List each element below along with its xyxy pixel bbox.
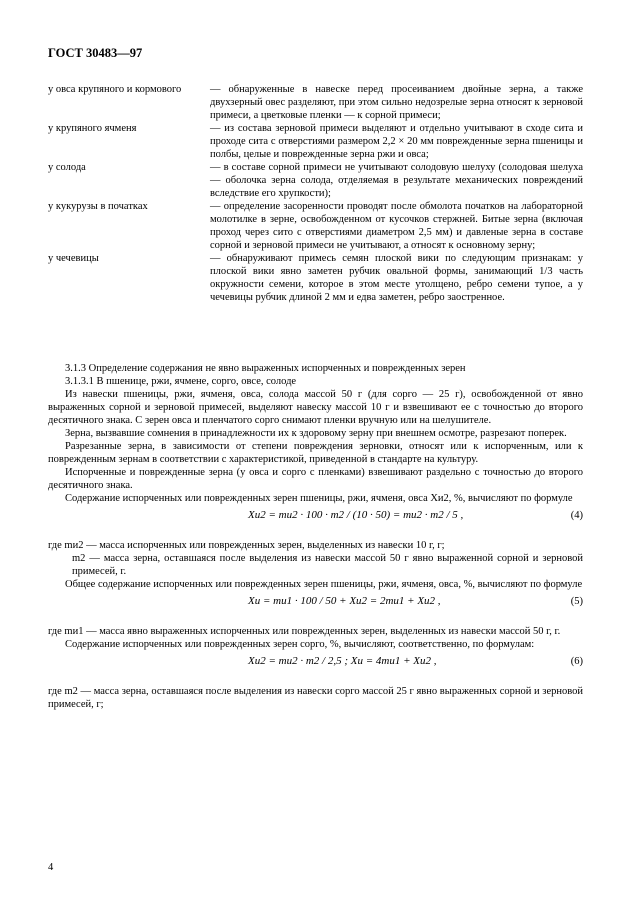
definition-desc: — обнаруживают примесь семян плоской вики по следующим признакам: у плоской вики явно заметен рубчик овальной формы, занимающий 1/3 часть окружности семени, которое в этом месте утолщено, ребро семени тупое, а у чечевицы рубчик длиной 2 мм и едва заметен, ребро заостренное. <box>210 253 583 303</box>
document-header: ГОСТ 30483—97 <box>48 46 143 60</box>
definition-desc: — обнаруженные в навеске перед просеиванием двойные зерна, а также двухзерный овес разделяют, при этом сильно недозрелые зерна относят к зерновой примеси, а цветковые пленки — к сорной примеси; <box>210 84 583 121</box>
formula-4 <box>48 505 583 539</box>
subsection-heading: 3.1.3.1 В пшенице, ржи, ячмене, сорго, овсе, солоде <box>65 376 297 387</box>
definition-term: у солода <box>48 162 86 173</box>
formula-legend: где m2 — масса зерна, оставшаяся после выделения из навески сорго массой 25 г явно выраженных сорной и зерновой примесей, г; <box>48 686 583 710</box>
definition-desc: — в составе сорной примеси не учитывают солодовую шелуху (солодовая шелуха — оболочка зерна солода, отделяемая в результате механических повреждений вследствие его хрупкости); <box>210 162 583 199</box>
definition-row <box>48 122 583 161</box>
definition-desc: — из состава зерновой примеси выделяют и отдельно учитывают в сходе сита и проходе сита с отверстиями размером 2,2 × 20 мм поврежденные зерна пшеницы и полбы, целые и поврежденные зерна ржи и овса; <box>210 123 583 160</box>
definition-term: у крупяного ячменя <box>48 123 137 134</box>
definition-row <box>48 200 583 252</box>
definition-term: у овса крупяного и кормового <box>48 84 182 95</box>
formula-expression: Xи2 = mи2 · 100 · m2 / (10 · 50) = mи2 · m2 / 5 , <box>248 509 464 521</box>
section-heading: 3.1.3 Определение содержания не явно выраженных испорченных и поврежденных зерен <box>65 363 466 374</box>
paragraph: Зерна, вызвавшие сомнения в принадлежности их к здоровому зерну при внешнем осмотре, разрезают поперек. <box>65 428 567 439</box>
formula-expression: Xи2 = mи2 · m2 / 2,5 ; Xи = 4mи1 + Xи2 , <box>248 655 437 667</box>
formula-expression: Xи = mи1 · 100 / 50 + Xи2 = 2mи1 + Xи2 , <box>248 595 441 607</box>
formula-legend: где mи2 — масса испорченных или поврежденных зерен, выделенных из навески 10 г, г; <box>48 540 445 551</box>
paragraph: Из навески пшеницы, ржи, ячменя, овса, солода массой 50 г (для сорго — 25 г), освобожденной от явно выраженных сорной и зерновой примесей, выделяют навеску массой 10 г и взвешивают ее с точностью до второго десятичного знака. С зерен овса и пленчатого сорго снимают пленки вручную или на шелушителе. <box>48 389 583 426</box>
definition-term: у кукурузы в початках <box>48 201 148 212</box>
formula-number: (4) <box>570 510 583 521</box>
definition-term: у чечевицы <box>48 253 99 264</box>
formula-5 <box>48 591 583 625</box>
document-body <box>48 362 583 711</box>
definition-row <box>48 252 583 304</box>
page-number: 4 <box>48 862 54 873</box>
paragraph: Разрезанные зерна, в зависимости от степени повреждения зерновки, относят или к испорченным, или к поврежденным зернам в соответствии с характеристикой, приведенной в стандарте на культуру. <box>48 441 583 465</box>
paragraph: Испорченные и поврежденные зерна (у овса и сорго с пленками) взвешивают раздельно с точностью до второго десятичного знака. <box>48 467 583 491</box>
definition-row <box>48 161 583 200</box>
formula-number: (6) <box>570 656 583 667</box>
paragraph: Содержание испорченных или поврежденных зерен пшеницы, ржи, ячменя, овса Xи2, %, вычисляют по формуле <box>65 493 573 504</box>
definition-row <box>48 83 583 122</box>
definition-desc: — определение засоренности проводят после обмолота початков на лабораторной молотилке в зерне, освобожденном от кусочков стержней. Битые зерна (включая проход через сито с отверстиями диаметром 2,5 мм) и давленые зерна в составе сорной и зерновой примеси не учитывают, а относят к основному зерну; <box>210 201 583 251</box>
formula-number: (5) <box>570 596 583 607</box>
formula-6 <box>48 651 583 685</box>
formula-legend: где mи1 — масса явно выраженных испорченных или поврежденных зерен, выделенных из навески массой 50 г, г. <box>48 626 561 637</box>
paragraph: Содержание испорченных или поврежденных зерен сорго, %, вычисляют, соответственно, по формулам: <box>65 639 535 650</box>
definitions-list <box>48 83 583 304</box>
formula-legend: m2 — масса зерна, оставшаяся после выделения из навески массой 50 г явно выраженной сорной и зерновой примесей, г. <box>72 553 583 577</box>
paragraph: Общее содержание испорченных или поврежденных зерен пшеницы, ржи, ячменя, овса, %, вычисляют по формуле <box>65 579 583 590</box>
